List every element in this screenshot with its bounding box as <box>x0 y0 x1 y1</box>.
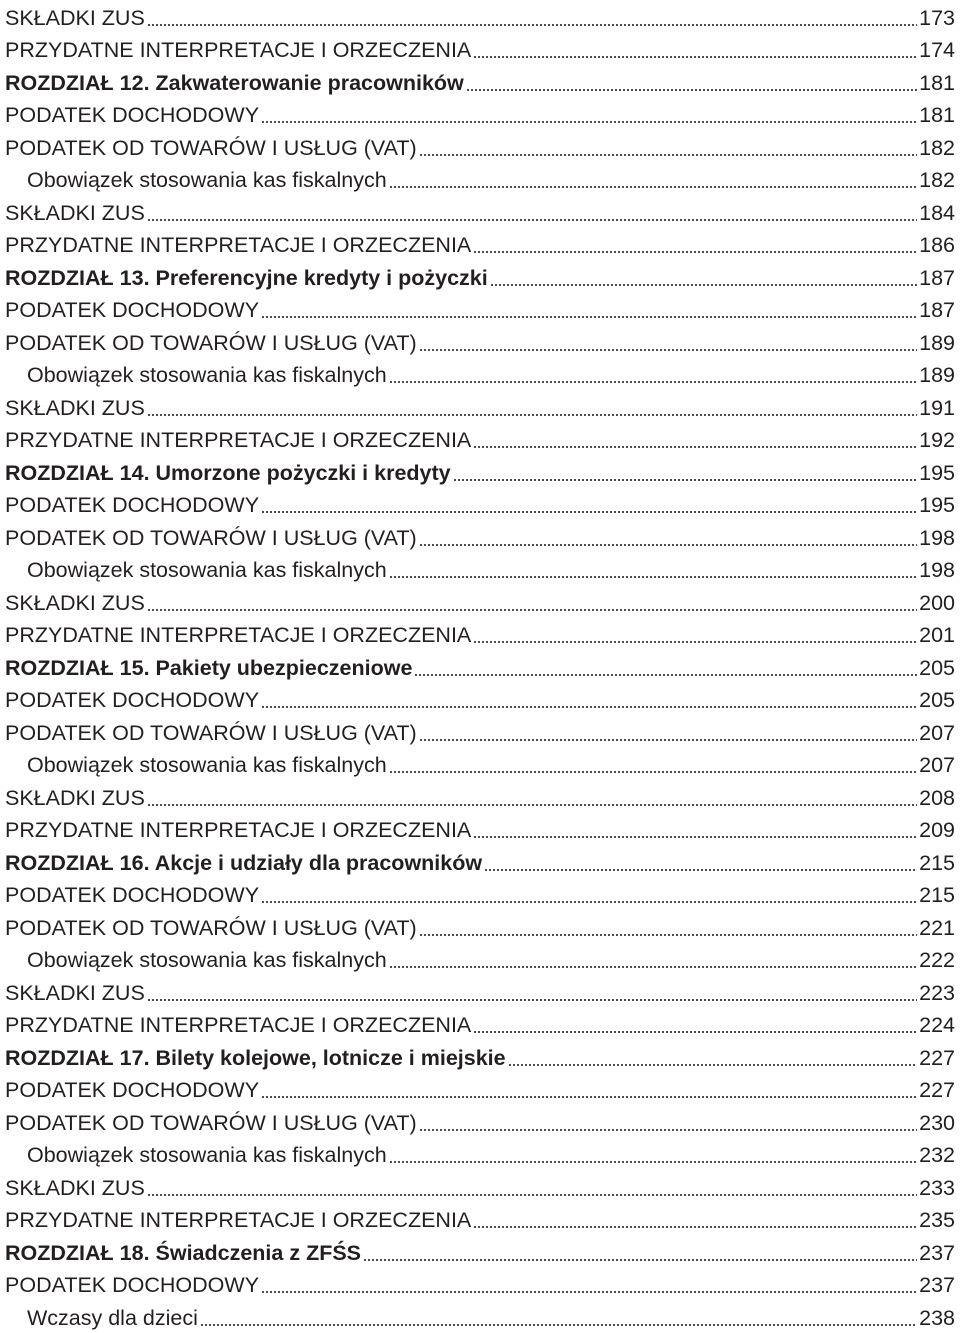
dot-leader <box>147 999 917 1001</box>
toc-entry-page-number: 233 <box>919 1175 955 1200</box>
toc-entry-title: SKŁADKI ZUS <box>5 980 145 1005</box>
toc-subsection-entry[interactable] <box>5 553 955 586</box>
toc-entry-page-number: 237 <box>919 1240 955 1265</box>
toc-subsection-entry[interactable] <box>5 1138 955 1171</box>
toc-entry-title: SKŁADKI ZUS <box>5 785 145 810</box>
toc-entry-page-number: 200 <box>919 590 955 615</box>
toc-entry-title: ROZDZIAŁ 14. Umorzone pożyczki i kredyty <box>5 460 451 485</box>
dot-leader <box>200 1324 917 1326</box>
dot-leader <box>473 641 917 643</box>
toc-section-entry[interactable] <box>5 780 955 813</box>
toc-section-entry[interactable] <box>5 195 955 228</box>
dot-leader <box>389 966 917 968</box>
toc-entry-title: PRZYDATNE INTERPRETACJE I ORZECZENIA <box>5 818 472 842</box>
toc-entry-page-number: 215 <box>919 883 955 907</box>
toc-entry-page-number: 195 <box>919 460 955 485</box>
toc-entry-page-number: 189 <box>919 330 955 355</box>
toc-chapter-entry[interactable] <box>5 650 955 683</box>
dot-leader <box>419 1129 917 1131</box>
toc-section-entry[interactable] <box>5 0 955 33</box>
toc-section-entry[interactable] <box>5 975 955 1008</box>
toc-entry-title: Obowiązek stosowania kas fiskalnych <box>27 168 387 192</box>
toc-entry-title: PRZYDATNE INTERPRETACJE I ORZECZENIA <box>5 1208 472 1232</box>
toc-entry-title: PRZYDATNE INTERPRETACJE I ORZECZENIA <box>5 428 472 452</box>
dot-leader <box>261 316 917 318</box>
dot-leader <box>473 836 917 838</box>
toc-chapter-entry[interactable] <box>5 260 955 293</box>
toc-chapter-entry[interactable] <box>5 65 955 98</box>
dot-leader <box>147 804 917 806</box>
toc-entry-title: ROZDZIAŁ 17. Bilety kolejowe, lotnicze i miejskie <box>5 1045 506 1070</box>
toc-chapter-entry[interactable] <box>5 1235 955 1268</box>
toc-chapter-entry[interactable] <box>5 1040 955 1073</box>
dot-leader <box>484 869 917 871</box>
toc-entry-title: Obowiązek stosowania kas fiskalnych <box>27 1143 387 1167</box>
toc-entry-page-number: 174 <box>919 38 955 62</box>
toc-entry-page-number: 182 <box>919 168 955 192</box>
toc-entry-page-number: 208 <box>919 785 955 810</box>
toc-entry-title: Obowiązek stosowania kas fiskalnych <box>27 753 387 777</box>
toc-section-entry[interactable] <box>5 910 955 943</box>
toc-entry-title: SKŁADKI ZUS <box>5 395 145 420</box>
toc-chapter-entry[interactable] <box>5 845 955 878</box>
dot-leader <box>147 24 917 26</box>
toc-entry-title: PODATEK DOCHODOWY <box>5 298 260 322</box>
toc-section-entry[interactable] <box>5 1008 955 1041</box>
toc-entry-title: SKŁADKI ZUS <box>5 1175 145 1200</box>
toc-entry-title: SKŁADKI ZUS <box>5 200 145 225</box>
toc-entry-title: ROZDZIAŁ 12. Zakwaterowanie pracowników <box>5 70 464 95</box>
toc-entry-title: Obowiązek stosowania kas fiskalnych <box>27 558 387 582</box>
toc-entry-page-number: 195 <box>919 493 955 517</box>
toc-entry-title: PODATEK OD TOWARÓW I USŁUG (VAT) <box>5 330 417 355</box>
toc-entry-page-number: 224 <box>919 1013 955 1037</box>
toc-entry-page-number: 192 <box>919 428 955 452</box>
dot-leader <box>419 934 917 936</box>
toc-entry-page-number: 215 <box>919 850 955 875</box>
toc-entry-page-number: 173 <box>919 5 955 30</box>
dot-leader <box>147 609 917 611</box>
toc-section-entry[interactable] <box>5 585 955 618</box>
toc-entry-page-number: 186 <box>919 233 955 257</box>
toc-entry-title: PODATEK DOCHODOWY <box>5 1078 260 1102</box>
toc-section-entry[interactable] <box>5 130 955 163</box>
toc-section-entry[interactable] <box>5 228 955 261</box>
toc-entry-title: PODATEK DOCHODOWY <box>5 1273 260 1297</box>
dot-leader <box>473 56 917 58</box>
dot-leader <box>147 1194 917 1196</box>
toc-subsection-entry[interactable] <box>5 358 955 391</box>
toc-entry-title: Wczasy dla dzieci <box>27 1305 198 1330</box>
toc-entry-page-number: 184 <box>919 200 955 225</box>
toc-entry-title: Obowiązek stosowania kas fiskalnych <box>27 948 387 972</box>
dot-leader <box>453 479 918 481</box>
dot-leader <box>261 511 917 513</box>
dot-leader <box>419 739 917 741</box>
toc-section-entry[interactable] <box>5 683 955 716</box>
dot-leader <box>473 1226 917 1228</box>
toc-entry-title: SKŁADKI ZUS <box>5 5 145 30</box>
dot-leader <box>389 1161 917 1163</box>
toc-entry-title: PODATEK OD TOWARÓW I USŁUG (VAT) <box>5 915 417 940</box>
toc-section-entry[interactable] <box>5 390 955 423</box>
toc-entry-page-number: 198 <box>919 558 955 582</box>
toc-entry-page-number: 237 <box>919 1273 955 1297</box>
dot-leader <box>508 1064 918 1066</box>
dot-leader <box>473 1031 917 1033</box>
dot-leader <box>389 381 917 383</box>
toc-subsection-entry[interactable] <box>5 163 955 196</box>
toc-section-entry[interactable] <box>5 423 955 456</box>
toc-subsection-entry[interactable] <box>5 748 955 781</box>
dot-leader <box>419 544 917 546</box>
toc-entry-page-number: 230 <box>919 1110 955 1135</box>
toc-entry-page-number: 205 <box>919 655 955 680</box>
toc-entry-page-number: 221 <box>919 915 955 940</box>
toc-entry-title: PRZYDATNE INTERPRETACJE I ORZECZENIA <box>5 38 472 62</box>
toc-entry-page-number: 209 <box>919 818 955 842</box>
toc-entry-title: Obowiązek stosowania kas fiskalnych <box>27 363 387 387</box>
dot-leader <box>473 251 917 253</box>
toc-entry-title: PODATEK OD TOWARÓW I USŁUG (VAT) <box>5 1110 417 1135</box>
dot-leader <box>363 1259 917 1261</box>
toc-entry-title: PRZYDATNE INTERPRETACJE I ORZECZENIA <box>5 233 472 257</box>
toc-entry-page-number: 201 <box>919 623 955 647</box>
toc-entry-title: PODATEK DOCHODOWY <box>5 493 260 517</box>
toc-entry-page-number: 205 <box>919 688 955 712</box>
toc-section-entry[interactable] <box>5 488 955 521</box>
toc-entry-title: ROZDZIAŁ 13. Preferencyjne kredyty i pożyczki <box>5 265 488 290</box>
toc-section-entry[interactable] <box>5 1170 955 1203</box>
toc-entry-page-number: 207 <box>919 753 955 777</box>
toc-entry-page-number: 207 <box>919 720 955 745</box>
toc-entry-title: PODATEK DOCHODOWY <box>5 103 260 127</box>
toc-chapter-entry[interactable] <box>5 455 955 488</box>
dot-leader <box>261 706 917 708</box>
toc-entry-page-number: 187 <box>919 265 955 290</box>
toc-section-entry[interactable] <box>5 1105 955 1138</box>
toc-entry-title: ROZDZIAŁ 15. Pakiety ubezpieczeniowe <box>5 655 413 680</box>
toc-entry-page-number: 227 <box>919 1045 955 1070</box>
toc-entry-page-number: 232 <box>919 1143 955 1167</box>
toc-section-entry[interactable] <box>5 293 955 326</box>
toc-section-entry[interactable] <box>5 618 955 651</box>
dot-leader <box>147 219 917 221</box>
toc-entry-page-number: 181 <box>919 103 955 127</box>
dot-leader <box>389 186 917 188</box>
table-of-contents <box>5 0 955 1333</box>
toc-entry-page-number: 182 <box>919 135 955 160</box>
toc-entry-title: PODATEK OD TOWARÓW I USŁUG (VAT) <box>5 135 417 160</box>
toc-section-entry[interactable] <box>5 715 955 748</box>
toc-section-entry[interactable] <box>5 1073 955 1106</box>
toc-section-entry[interactable] <box>5 325 955 358</box>
toc-section-entry[interactable] <box>5 1268 955 1301</box>
toc-entry-title: PODATEK DOCHODOWY <box>5 883 260 907</box>
toc-section-entry[interactable] <box>5 33 955 66</box>
toc-section-entry[interactable] <box>5 1203 955 1236</box>
toc-entry-page-number: 181 <box>919 70 955 95</box>
toc-entry-title: PRZYDATNE INTERPRETACJE I ORZECZENIA <box>5 1013 472 1037</box>
dot-leader <box>147 414 917 416</box>
toc-entry-page-number: 198 <box>919 525 955 550</box>
toc-entry-page-number: 235 <box>919 1208 955 1232</box>
dot-leader <box>389 771 917 773</box>
dot-leader <box>414 674 917 676</box>
dot-leader <box>419 154 917 156</box>
dot-leader <box>490 284 917 286</box>
toc-entry-page-number: 187 <box>919 298 955 322</box>
toc-entry-title: PODATEK DOCHODOWY <box>5 688 260 712</box>
toc-entry-page-number: 238 <box>919 1305 955 1330</box>
dot-leader <box>419 349 917 351</box>
dot-leader <box>261 901 917 903</box>
toc-section-entry[interactable] <box>5 98 955 131</box>
toc-section-entry[interactable] <box>5 878 955 911</box>
toc-entry-title: PODATEK OD TOWARÓW I USŁUG (VAT) <box>5 720 417 745</box>
dot-leader <box>261 1291 917 1293</box>
toc-entry-title: ROZDZIAŁ 16. Akcje i udziały dla pracowników <box>5 850 483 875</box>
dot-leader <box>473 446 917 448</box>
toc-entry-page-number: 227 <box>919 1078 955 1102</box>
toc-entry-page-number: 223 <box>919 980 955 1005</box>
dot-leader <box>389 576 917 578</box>
toc-subsection-entry[interactable] <box>5 1300 955 1333</box>
toc-entry-title: PODATEK OD TOWARÓW I USŁUG (VAT) <box>5 525 417 550</box>
toc-entry-page-number: 191 <box>919 395 955 420</box>
dot-leader <box>261 121 917 123</box>
toc-entry-title: ROZDZIAŁ 18. Świadczenia z ZFŚS <box>5 1240 362 1265</box>
dot-leader <box>261 1096 917 1098</box>
toc-section-entry[interactable] <box>5 813 955 846</box>
toc-entry-title: PRZYDATNE INTERPRETACJE I ORZECZENIA <box>5 623 472 647</box>
toc-section-entry[interactable] <box>5 520 955 553</box>
toc-entry-title: SKŁADKI ZUS <box>5 590 145 615</box>
dot-leader <box>466 89 917 91</box>
toc-entry-page-number: 222 <box>919 948 955 972</box>
toc-entry-page-number: 189 <box>919 363 955 387</box>
toc-subsection-entry[interactable] <box>5 943 955 976</box>
